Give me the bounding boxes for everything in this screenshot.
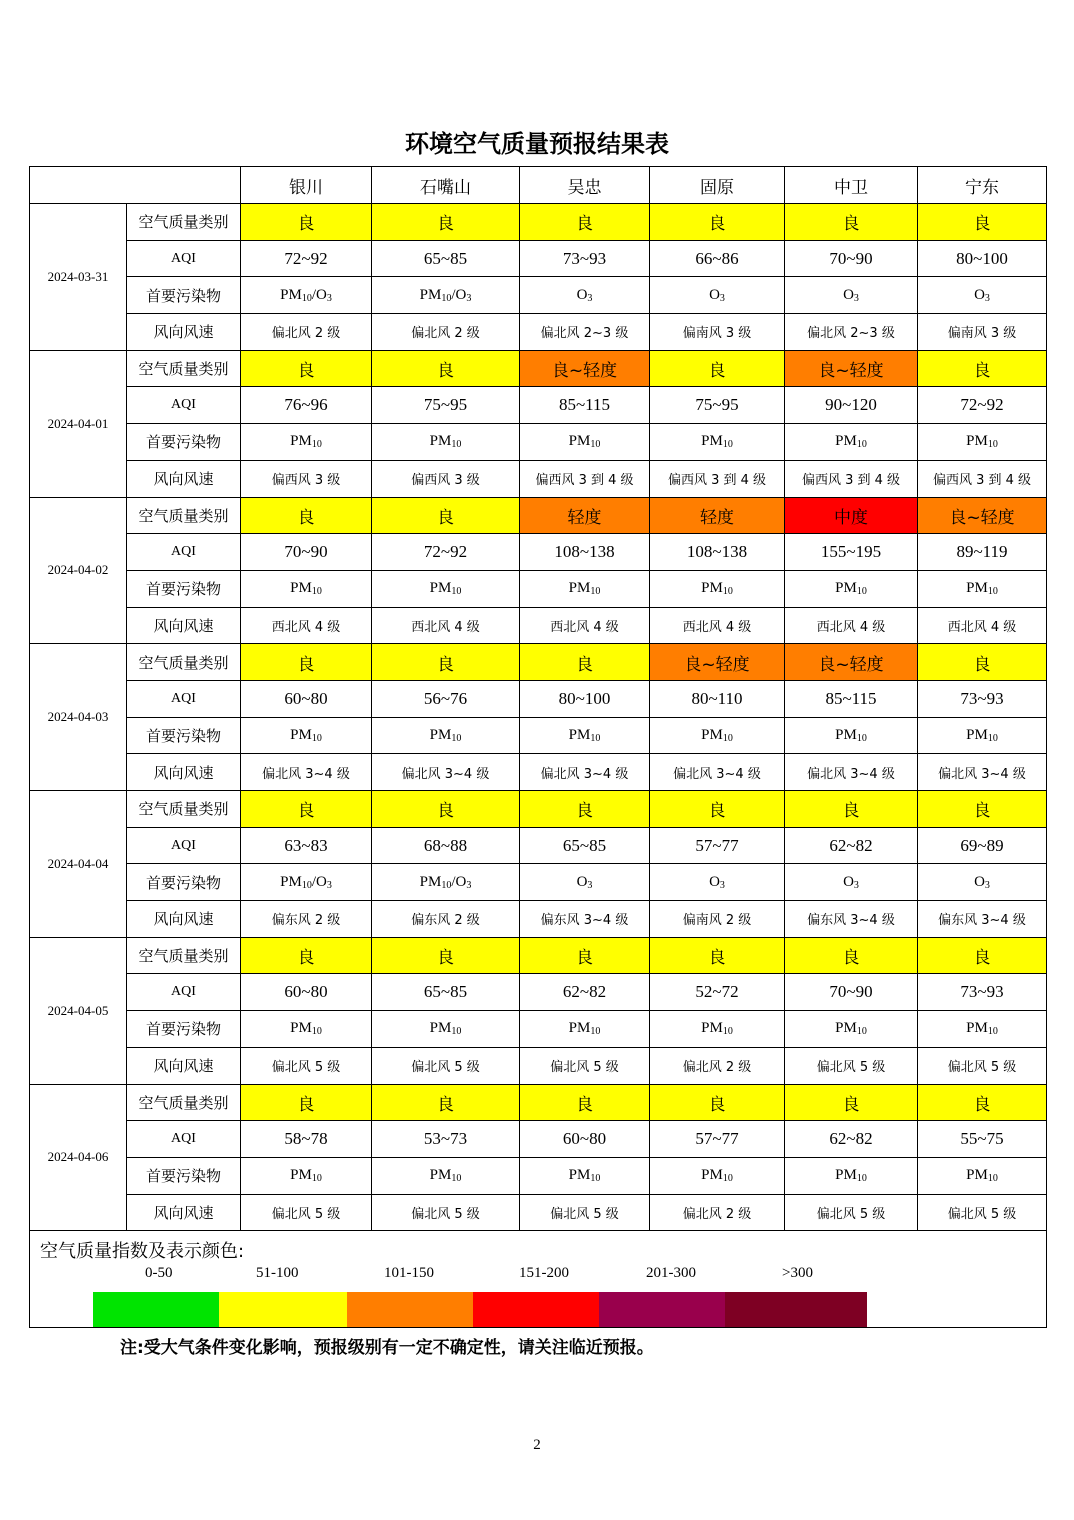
aqi-cell: 75~95 — [372, 387, 520, 424]
wind-cell: 偏西风 3 级 — [241, 460, 372, 497]
wind-cell: 偏北风 3~4 级 — [241, 754, 372, 791]
wind-cell: 偏北风 5 级 — [918, 1194, 1047, 1231]
pollutant-cell: $PM_{10}$ — [520, 570, 650, 607]
category-cell: 良 — [918, 204, 1047, 241]
legend-title: 空气质量指数及表示颜色: — [40, 1241, 245, 1263]
category-cell: 良 — [241, 937, 372, 974]
wind-cell: 偏北风 2~3 级 — [520, 314, 650, 351]
category-cell: 良 — [241, 497, 372, 534]
pollutant-row — [30, 1157, 1047, 1194]
pollutant-row-label: 首要污染物 — [127, 277, 241, 314]
pollutant-cell: $PM_{10}$ — [241, 570, 372, 607]
aqi-cell: 52~72 — [650, 974, 785, 1011]
wind-row-label: 风向风速 — [127, 607, 241, 644]
aqi-cell: 65~85 — [372, 974, 520, 1011]
legend-cell — [30, 1231, 1047, 1328]
pollutant-row-label: 首要污染物 — [127, 1011, 241, 1048]
category-cell: 良 — [785, 937, 918, 974]
category-row-label: 空气质量类别 — [127, 497, 241, 534]
pollutant-row-label: 首要污染物 — [127, 424, 241, 461]
date-cell: 2024-04-03 — [30, 644, 127, 791]
wind-cell: 西北风 4 级 — [650, 607, 785, 644]
wind-cell: 偏南风 2 级 — [650, 901, 785, 938]
category-cell: 良 — [650, 204, 785, 241]
forecast-note: 注:受大气条件变化影响，预报级别有一定不确定性，请关注临近预报。 — [120, 1338, 654, 1358]
category-cell: 良~轻度 — [785, 350, 918, 387]
pollutant-cell: $PM_{10}/O_3$ — [372, 277, 520, 314]
wind-cell: 西北风 4 级 — [520, 607, 650, 644]
legend-range-label: 101-150 — [384, 1265, 434, 1282]
category-cell: 轻度 — [650, 497, 785, 534]
legend-range-label: >300 — [782, 1265, 813, 1282]
aqi-row-label: AQI — [127, 680, 241, 717]
forecast-table — [29, 166, 1047, 1328]
aqi-cell: 72~92 — [241, 240, 372, 277]
wind-row — [30, 1194, 1047, 1231]
category-cell: 中度 — [785, 497, 918, 534]
pollutant-cell: $O_3$ — [918, 277, 1047, 314]
pollutant-cell: $PM_{10}$ — [785, 570, 918, 607]
legend-color-swatch — [347, 1292, 473, 1328]
wind-row — [30, 901, 1047, 938]
pollutant-cell: $PM_{10}$ — [918, 1011, 1047, 1048]
aqi-row — [30, 974, 1047, 1011]
category-row — [30, 644, 1047, 681]
wind-cell: 偏南风 3 级 — [918, 314, 1047, 351]
category-cell: 良~轻度 — [785, 644, 918, 681]
category-cell: 良 — [918, 1084, 1047, 1121]
category-row-label: 空气质量类别 — [127, 937, 241, 974]
pollutant-cell: $PM_{10}$ — [918, 1157, 1047, 1194]
aqi-cell: 75~95 — [650, 387, 785, 424]
legend-color-swatch — [219, 1292, 347, 1328]
pollutant-cell: $PM_{10}$ — [650, 570, 785, 607]
aqi-cell: 60~80 — [241, 974, 372, 1011]
wind-row — [30, 1047, 1047, 1084]
page-number: 2 — [533, 1437, 541, 1453]
pollutant-row — [30, 717, 1047, 754]
wind-cell: 偏北风 2 级 — [650, 1047, 785, 1084]
category-cell: 良 — [785, 204, 918, 241]
wind-cell: 偏西风 3 级 — [372, 460, 520, 497]
pollutant-cell: $PM_{10}$ — [241, 1157, 372, 1194]
date-cell: 2024-04-01 — [30, 350, 127, 497]
pollutant-cell: $PM_{10}$ — [785, 1157, 918, 1194]
date-cell: 2024-04-05 — [30, 937, 127, 1084]
pollutant-row — [30, 864, 1047, 901]
page-title: 环境空气质量预报结果表 — [405, 130, 669, 158]
pollutant-cell: $PM_{10}$ — [520, 1157, 650, 1194]
pollutant-cell: $O_3$ — [520, 277, 650, 314]
city-header: 中卫 — [785, 167, 918, 204]
pollutant-cell: $PM_{10}$ — [785, 1011, 918, 1048]
pollutant-row — [30, 570, 1047, 607]
pollutant-cell: $O_3$ — [785, 277, 918, 314]
aqi-cell: 76~96 — [241, 387, 372, 424]
category-row-label: 空气质量类别 — [127, 644, 241, 681]
wind-cell: 西北风 4 级 — [918, 607, 1047, 644]
pollutant-cell: $PM_{10}$ — [241, 717, 372, 754]
category-cell: 良 — [372, 497, 520, 534]
pollutant-cell: $O_3$ — [650, 864, 785, 901]
legend-color-swatch — [599, 1292, 725, 1328]
aqi-cell: 62~82 — [520, 974, 650, 1011]
aqi-cell: 62~82 — [785, 1121, 918, 1158]
wind-cell: 西北风 4 级 — [241, 607, 372, 644]
pollutant-cell: $PM_{10}$ — [241, 1011, 372, 1048]
wind-cell: 偏北风 2 级 — [650, 1194, 785, 1231]
pollutant-row-label: 首要污染物 — [127, 717, 241, 754]
pollutant-cell: $PM_{10}/O_3$ — [372, 864, 520, 901]
wind-cell: 偏北风 3~4 级 — [785, 754, 918, 791]
aqi-cell: 60~80 — [241, 680, 372, 717]
aqi-row-label: AQI — [127, 827, 241, 864]
category-cell: 良 — [241, 204, 372, 241]
pollutant-cell: $PM_{10}$ — [918, 424, 1047, 461]
pollutant-cell: $PM_{10}$ — [520, 424, 650, 461]
aqi-row — [30, 680, 1047, 717]
aqi-cell: 70~90 — [241, 534, 372, 571]
pollutant-cell: $PM_{10}$ — [520, 717, 650, 754]
category-cell: 良~轻度 — [918, 497, 1047, 534]
aqi-cell: 69~89 — [918, 827, 1047, 864]
wind-cell: 偏西风 3 到 4 级 — [785, 460, 918, 497]
pollutant-cell: $PM_{10}$ — [650, 1157, 785, 1194]
aqi-cell: 55~75 — [918, 1121, 1047, 1158]
wind-cell: 偏北风 5 级 — [520, 1194, 650, 1231]
wind-cell: 偏北风 2 级 — [372, 314, 520, 351]
city-header: 宁东 — [918, 167, 1047, 204]
legend-color-swatch — [473, 1292, 599, 1328]
pollutant-cell: $PM_{10}$ — [785, 424, 918, 461]
pollutant-row-label: 首要污染物 — [127, 864, 241, 901]
category-cell: 良 — [372, 204, 520, 241]
wind-cell: 偏北风 3~4 级 — [372, 754, 520, 791]
aqi-row — [30, 387, 1047, 424]
wind-cell: 偏北风 5 级 — [785, 1047, 918, 1084]
category-row — [30, 350, 1047, 387]
aqi-cell: 57~77 — [650, 1121, 785, 1158]
wind-cell: 偏北风 5 级 — [372, 1047, 520, 1084]
aqi-cell: 85~115 — [520, 387, 650, 424]
wind-cell: 偏北风 2 级 — [241, 314, 372, 351]
aqi-cell: 72~92 — [372, 534, 520, 571]
wind-cell: 偏东风 2 级 — [372, 901, 520, 938]
legend-color-swatch — [93, 1292, 219, 1328]
category-cell: 良 — [520, 644, 650, 681]
category-row — [30, 204, 1047, 241]
pollutant-row — [30, 1011, 1047, 1048]
aqi-cell: 73~93 — [918, 974, 1047, 1011]
city-header: 固原 — [650, 167, 785, 204]
aqi-cell: 66~86 — [650, 240, 785, 277]
wind-cell: 偏北风 2~3 级 — [785, 314, 918, 351]
pollutant-cell: $PM_{10}$ — [372, 717, 520, 754]
wind-cell: 偏北风 3~4 级 — [918, 754, 1047, 791]
aqi-cell: 70~90 — [785, 240, 918, 277]
pollutant-cell: $PM_{10}$ — [372, 424, 520, 461]
aqi-cell: 155~195 — [785, 534, 918, 571]
wind-row — [30, 607, 1047, 644]
aqi-cell: 108~138 — [650, 534, 785, 571]
category-cell: 良 — [520, 937, 650, 974]
pollutant-cell: $PM_{10}$ — [650, 1011, 785, 1048]
wind-row-label: 风向风速 — [127, 460, 241, 497]
wind-row — [30, 754, 1047, 791]
pollutant-cell: $PM_{10}$ — [785, 717, 918, 754]
wind-cell: 偏东风 3~4 级 — [785, 901, 918, 938]
pollutant-cell: $PM_{10}$ — [241, 424, 372, 461]
pollutant-cell: $O_3$ — [520, 864, 650, 901]
legend-range-label: 201-300 — [646, 1265, 696, 1282]
category-cell: 良~轻度 — [520, 350, 650, 387]
pollutant-cell: $PM_{10}$ — [918, 570, 1047, 607]
pollutant-cell: $O_3$ — [650, 277, 785, 314]
wind-row — [30, 314, 1047, 351]
pollutant-cell: $PM_{10}$ — [650, 424, 785, 461]
category-cell: 良 — [372, 644, 520, 681]
aqi-cell: 65~85 — [372, 240, 520, 277]
date-cell: 2024-04-06 — [30, 1084, 127, 1231]
category-cell: 良 — [650, 350, 785, 387]
wind-cell: 偏北风 5 级 — [241, 1047, 372, 1084]
category-cell: 良 — [241, 644, 372, 681]
header-row — [30, 167, 1047, 204]
pollutant-cell: $PM_{10}$ — [650, 717, 785, 754]
aqi-cell: 85~115 — [785, 680, 918, 717]
wind-row-label: 风向风速 — [127, 1194, 241, 1231]
legend-row — [30, 1231, 1047, 1328]
wind-row-label: 风向风速 — [127, 314, 241, 351]
category-cell: 良 — [372, 937, 520, 974]
wind-row-label: 风向风速 — [127, 754, 241, 791]
pollutant-cell: $O_3$ — [785, 864, 918, 901]
aqi-cell: 60~80 — [520, 1121, 650, 1158]
category-row — [30, 937, 1047, 974]
wind-cell: 偏北风 5 级 — [241, 1194, 372, 1231]
legend-color-swatch — [725, 1292, 867, 1328]
aqi-row-label: AQI — [127, 534, 241, 571]
category-row-label: 空气质量类别 — [127, 204, 241, 241]
category-cell: 良 — [241, 791, 372, 828]
category-row-label: 空气质量类别 — [127, 791, 241, 828]
category-cell: 良 — [918, 644, 1047, 681]
aqi-cell: 63~83 — [241, 827, 372, 864]
aqi-cell: 62~82 — [785, 827, 918, 864]
category-cell: 良 — [241, 350, 372, 387]
aqi-cell: 90~120 — [785, 387, 918, 424]
wind-cell: 西北风 4 级 — [372, 607, 520, 644]
category-cell: 良 — [372, 1084, 520, 1121]
wind-cell: 偏南风 3 级 — [650, 314, 785, 351]
pollutant-cell: $PM_{10}$ — [520, 1011, 650, 1048]
pollutant-cell: $PM_{10}$ — [918, 717, 1047, 754]
wind-cell: 偏北风 3~4 级 — [520, 754, 650, 791]
wind-cell: 偏西风 3 到 4 级 — [520, 460, 650, 497]
pollutant-cell: $PM_{10}$ — [372, 1157, 520, 1194]
category-row — [30, 1084, 1047, 1121]
category-row-label: 空气质量类别 — [127, 1084, 241, 1121]
aqi-cell: 89~119 — [918, 534, 1047, 571]
pollutant-cell: $PM_{10}$ — [372, 570, 520, 607]
wind-cell: 偏东风 3~4 级 — [918, 901, 1047, 938]
category-cell: 轻度 — [520, 497, 650, 534]
pollutant-cell: $PM_{10}/O_3$ — [241, 277, 372, 314]
aqi-row-label: AQI — [127, 1121, 241, 1158]
wind-cell: 偏西风 3 到 4 级 — [650, 460, 785, 497]
category-cell: 良 — [372, 350, 520, 387]
pollutant-cell: $O_3$ — [918, 864, 1047, 901]
pollutant-row — [30, 277, 1047, 314]
aqi-cell: 57~77 — [650, 827, 785, 864]
category-cell: 良 — [372, 791, 520, 828]
wind-cell: 偏北风 5 级 — [918, 1047, 1047, 1084]
category-cell: 良 — [241, 1084, 372, 1121]
aqi-cell: 70~90 — [785, 974, 918, 1011]
category-cell: 良 — [520, 791, 650, 828]
aqi-cell: 80~100 — [918, 240, 1047, 277]
date-cell: 2024-03-31 — [30, 204, 127, 351]
date-cell: 2024-04-02 — [30, 497, 127, 644]
aqi-row-label: AQI — [127, 974, 241, 1011]
category-row — [30, 497, 1047, 534]
aqi-cell: 80~110 — [650, 680, 785, 717]
aqi-cell: 73~93 — [520, 240, 650, 277]
city-header: 银川 — [241, 167, 372, 204]
category-cell: 良 — [650, 937, 785, 974]
aqi-cell: 73~93 — [918, 680, 1047, 717]
wind-cell: 偏东风 3~4 级 — [520, 901, 650, 938]
category-cell: 良 — [785, 791, 918, 828]
aqi-cell: 58~78 — [241, 1121, 372, 1158]
category-cell: 良 — [650, 1084, 785, 1121]
legend-range-label: 0-50 — [145, 1265, 173, 1282]
pollutant-row — [30, 424, 1047, 461]
category-cell: 良 — [785, 1084, 918, 1121]
wind-cell: 西北风 4 级 — [785, 607, 918, 644]
aqi-cell: 65~85 — [520, 827, 650, 864]
category-cell: 良 — [918, 350, 1047, 387]
aqi-row — [30, 534, 1047, 571]
aqi-cell: 108~138 — [520, 534, 650, 571]
aqi-row-label: AQI — [127, 387, 241, 424]
category-cell: 良 — [918, 937, 1047, 974]
category-row-label: 空气质量类别 — [127, 350, 241, 387]
aqi-row — [30, 1121, 1047, 1158]
wind-cell: 偏北风 3~4 级 — [650, 754, 785, 791]
aqi-cell: 68~88 — [372, 827, 520, 864]
aqi-row — [30, 827, 1047, 864]
category-cell: 良 — [520, 204, 650, 241]
wind-row — [30, 460, 1047, 497]
aqi-row — [30, 240, 1047, 277]
category-cell: 良~轻度 — [650, 644, 785, 681]
city-header: 吴忠 — [520, 167, 650, 204]
legend-range-label: 151-200 — [519, 1265, 569, 1282]
category-row — [30, 791, 1047, 828]
wind-cell: 偏北风 5 级 — [372, 1194, 520, 1231]
date-cell: 2024-04-04 — [30, 791, 127, 938]
aqi-row-label: AQI — [127, 240, 241, 277]
wind-cell: 偏北风 5 级 — [520, 1047, 650, 1084]
pollutant-cell: $PM_{10}/O_3$ — [241, 864, 372, 901]
wind-row-label: 风向风速 — [127, 901, 241, 938]
wind-cell: 偏东风 2 级 — [241, 901, 372, 938]
wind-cell: 偏西风 3 到 4 级 — [918, 460, 1047, 497]
category-cell: 良 — [520, 1084, 650, 1121]
header-blank-cell — [30, 167, 241, 204]
legend-range-label: 51-100 — [256, 1265, 299, 1282]
pollutant-row-label: 首要污染物 — [127, 1157, 241, 1194]
aqi-cell: 72~92 — [918, 387, 1047, 424]
pollutant-row-label: 首要污染物 — [127, 570, 241, 607]
aqi-cell: 53~73 — [372, 1121, 520, 1158]
wind-cell: 偏北风 5 级 — [785, 1194, 918, 1231]
aqi-cell: 80~100 — [520, 680, 650, 717]
wind-row-label: 风向风速 — [127, 1047, 241, 1084]
pollutant-cell: $PM_{10}$ — [372, 1011, 520, 1048]
aqi-cell: 56~76 — [372, 680, 520, 717]
category-cell: 良 — [918, 791, 1047, 828]
category-cell: 良 — [650, 791, 785, 828]
city-header: 石嘴山 — [372, 167, 520, 204]
